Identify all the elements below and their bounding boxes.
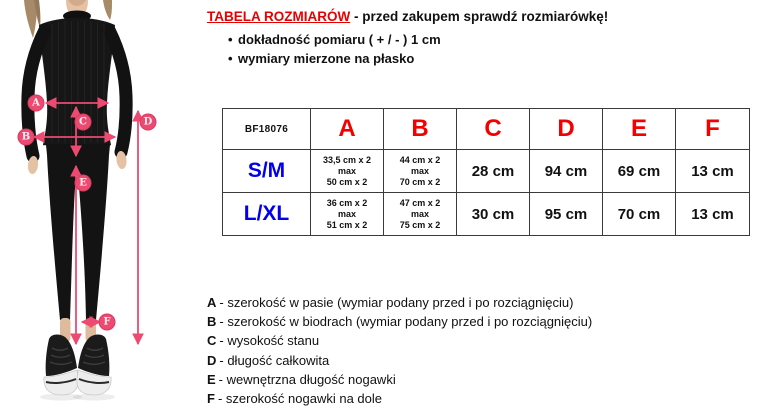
legend-item-c [207, 331, 592, 350]
legend-text: - szerokość nogawki na dole [217, 391, 382, 407]
cell-line: max [410, 165, 429, 176]
model-photo [0, 0, 195, 413]
col-header-d: D [530, 109, 603, 150]
legend-letter: F [207, 391, 215, 407]
cell-d: 95 cm [530, 193, 603, 236]
legend-item-b [207, 312, 592, 331]
page-title [207, 8, 757, 26]
cell-line: max [410, 208, 429, 219]
intro-section [207, 8, 757, 68]
cell-b [384, 150, 457, 193]
cell-c: 30 cm [457, 193, 530, 236]
table-row-lxl [223, 193, 750, 236]
cell-f: 13 cm [676, 150, 750, 193]
bullet-item: • dokładność pomiaru ( + / - ) 1 cm [207, 30, 757, 49]
title-rest-text: - przed zakupem sprawdź rozmiarówkę! [350, 9, 609, 24]
col-header-a: A [311, 109, 384, 150]
legend-letter: E [207, 371, 216, 387]
intro-bullets [207, 30, 757, 68]
leggings [46, 145, 110, 320]
table-row-sm [223, 150, 750, 193]
legend-item-f [207, 389, 592, 408]
cell-line: 75 cm x 2 [399, 219, 441, 230]
legend-text: - szerokość w biodrach (wymiar podany przed i po rozciągnięciu) [219, 314, 593, 330]
cell-f: 13 cm [676, 193, 750, 236]
sneakers [44, 335, 111, 395]
measure-label-a: A [28, 95, 45, 112]
col-header-e: E [603, 109, 676, 150]
legend-letter: C [207, 333, 217, 349]
model-figure-svg [0, 0, 195, 413]
legend-item-d [207, 351, 592, 370]
cell-line: 47 cm x 2 [399, 197, 441, 208]
col-header-b: B [384, 109, 457, 150]
cell-line: 70 cm x 2 [399, 176, 441, 187]
cell-line: 51 cm x 2 [326, 219, 368, 230]
measure-label-c: C [75, 114, 92, 131]
sweater [28, 11, 126, 157]
size-label: L/XL [223, 193, 311, 236]
legend-text: - długość całkowita [219, 352, 330, 368]
cell-line: 33,5 cm x 2 [322, 154, 372, 165]
legend-letter: B [207, 314, 217, 330]
legend-text: - wysokość stanu [219, 333, 320, 349]
cell-line: 36 cm x 2 [326, 197, 368, 208]
title-red-text: TABELA ROZMIARÓW [207, 9, 351, 24]
col-header-c: C [457, 109, 530, 150]
cell-b [384, 193, 457, 236]
legend-item-a [207, 293, 592, 312]
measurement-legend [207, 293, 592, 408]
measure-label-e: E [75, 175, 92, 192]
cell-a [311, 193, 384, 236]
bullet-item: • wymiary mierzone na płasko [207, 49, 757, 68]
table-header-row [223, 109, 750, 150]
legend-letter: A [207, 295, 217, 310]
cell-line: 50 cm x 2 [326, 176, 368, 187]
measure-label-f: F [99, 314, 116, 331]
measure-label-b: B [18, 129, 35, 146]
cell-d: 94 cm [530, 150, 603, 193]
col-header-f: F [676, 109, 750, 150]
cell-c: 28 cm [457, 150, 530, 193]
product-code: BF18076 [223, 109, 311, 150]
cell-e: 69 cm [603, 150, 676, 193]
legend-item-e [207, 370, 592, 389]
cell-a [311, 150, 384, 193]
floor-shadow [40, 394, 115, 401]
legend-text: - wewnętrzna długość nogawki [218, 371, 396, 387]
cell-line: max [337, 208, 356, 219]
cell-e: 70 cm [603, 193, 676, 236]
size-label: S/M [223, 150, 311, 193]
legend-letter: D [207, 352, 217, 368]
measure-label-d: D [140, 114, 157, 131]
cell-line: max [337, 165, 356, 176]
legend-text: - szerokość w pasie (wymiar podany przed i po rozciągnięciu) [219, 295, 574, 310]
size-table [222, 108, 750, 236]
cell-line: 44 cm x 2 [399, 154, 441, 165]
